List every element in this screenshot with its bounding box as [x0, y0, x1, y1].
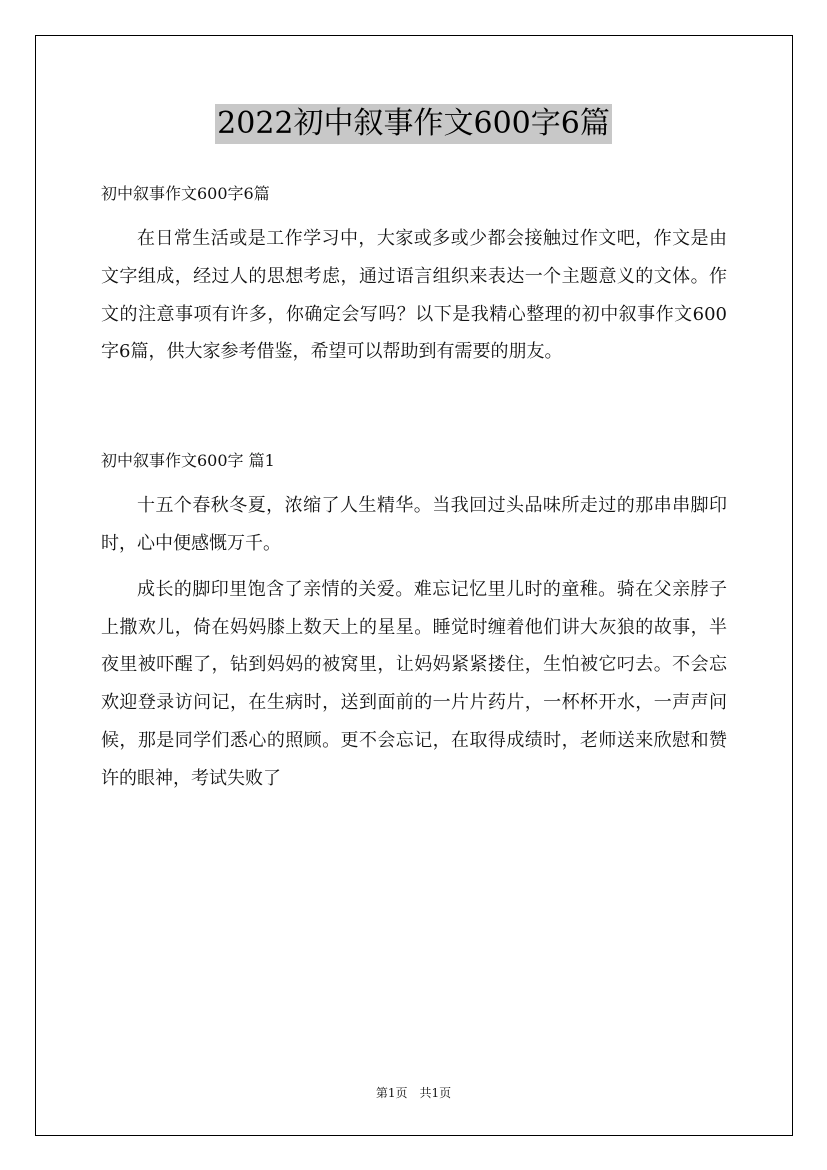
- document-body: [101, 176, 727, 798]
- section-heading: 初中叙事作文600字 篇1: [101, 451, 275, 471]
- document-title: 2022初中叙事作文600字6篇: [215, 104, 612, 144]
- spacer: [101, 212, 727, 220]
- body-paragraph: 成长的脚印里饱含了亲情的关爱。难忘记忆里儿时的童稚。骑在父亲脖子上撒欢儿，倚在妈妈膝上数天上的星星。睡觉时缠着他们讲大灰狼的故事，半夜里被吓醒了，钻到妈妈的被窝里，让妈妈紧紧搂住，生怕被它叼去。不会忘欢迎登录访问记，在生病时，送到面前的一片片药片，一杯杯开水，一声声问候，那是同学们悉心的照顾。更不会忘记，在取得成绩时，老师送来欣慰和赞许的眼神，考试失败了: [101, 578, 727, 789]
- intro-paragraph: 在日常生活或是工作学习中，大家或多或少都会接触过作文吧，作文是由文字组成，经过人的思想考虑，通过语言组织来表达一个主题意义的文体。作文的注意事项有许多，你确定会写吗？以下是我精心整理的初中叙事作文600字6篇，供大家参考借鉴，希望可以帮助到有需要的朋友。: [101, 228, 727, 363]
- spacer: [101, 563, 727, 571]
- page-footer: 第1页 共1页: [375, 1086, 452, 1100]
- title-container: [0, 104, 827, 144]
- subtitle: 初中叙事作文600字6篇: [101, 184, 270, 203]
- spacer: [101, 479, 727, 487]
- body-paragraph: 十五个春秋冬夏，浓缩了人生精华。当我回过头品味所走过的那串串脚印时，心中便感慨万千。: [101, 495, 727, 554]
- section-spacer: [101, 371, 727, 443]
